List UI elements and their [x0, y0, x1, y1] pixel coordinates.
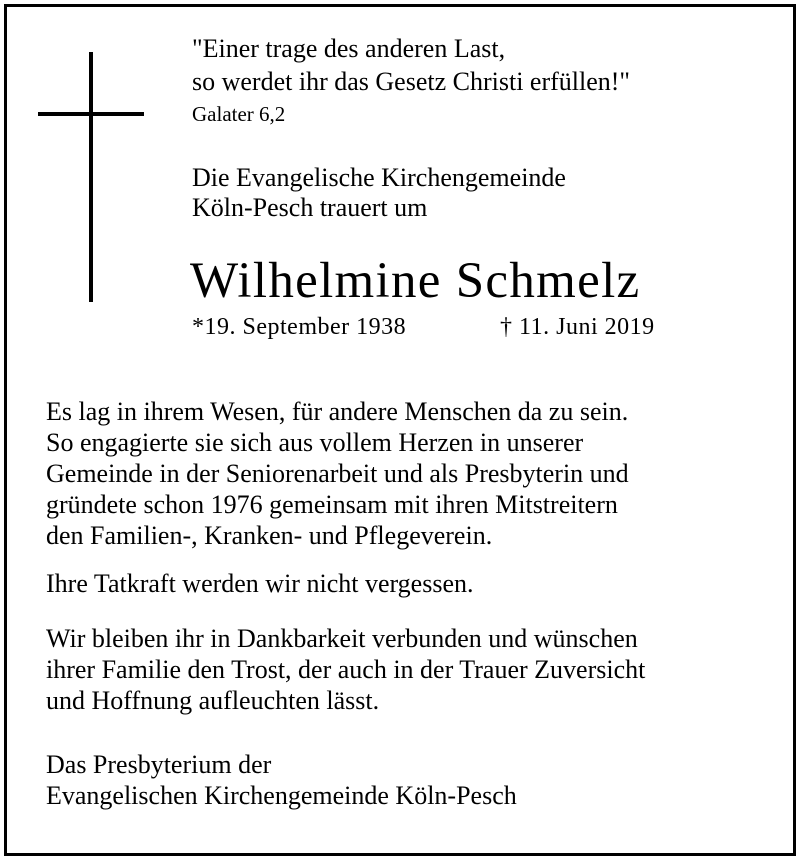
deceased-name: Wilhelmine Schmelz	[190, 253, 641, 309]
quote-line: "Einer trage des anderen Last,	[192, 34, 506, 63]
paragraph-line: ihrer Familie den Trost, der auch in der Trauer Zuversicht	[46, 655, 646, 684]
remembrance-paragraph	[46, 568, 786, 599]
paragraph-line: Es lag in ihrem Wesen, für andere Menschen da zu sein.	[46, 397, 629, 426]
paragraph-line: den Familien-, Kranken- und Pflegeverein.	[46, 521, 493, 550]
condolence-paragraph	[46, 623, 786, 716]
signature-block	[46, 749, 517, 811]
paragraph-line: und Hoffnung aufleuchten lässt.	[46, 686, 380, 715]
paragraph-line: gründete schon 1976 gemeinsam mit ihren Mitstreitern	[46, 490, 618, 519]
paragraph-line: So engagierte sie sich aus vollem Herzen in unserer	[46, 428, 584, 457]
signature-line: Evangelischen Kirchengemeinde Köln-Pesch	[46, 781, 517, 810]
intro-line: Die Evangelische Kirchengemeinde	[192, 163, 566, 192]
signature-line: Das Presbyterium der	[46, 750, 272, 779]
cross-vertical-bar	[89, 52, 93, 302]
birth-date: *19. September 1938	[192, 314, 407, 340]
paragraph-line: Wir bleiben ihr in Dankbarkeit verbunden und wünschen	[46, 624, 638, 653]
quote-line: so werdet ihr das Gesetz Christi erfüllen!"	[192, 67, 631, 96]
paragraph-line: Ihre Tatkraft werden wir nicht vergessen.	[46, 569, 474, 598]
cross-horizontal-bar	[38, 112, 144, 116]
mourning-intro	[192, 163, 566, 223]
death-date: † 11. Juni 2019	[500, 314, 655, 340]
bible-quote	[192, 32, 630, 98]
quote-source: Galater 6,2	[192, 102, 286, 126]
paragraph-line: Gemeinde in der Seniorenarbeit und als Presbyterin und	[46, 459, 629, 488]
intro-line: Köln-Pesch trauert um	[192, 193, 428, 222]
tribute-paragraph	[46, 396, 786, 551]
